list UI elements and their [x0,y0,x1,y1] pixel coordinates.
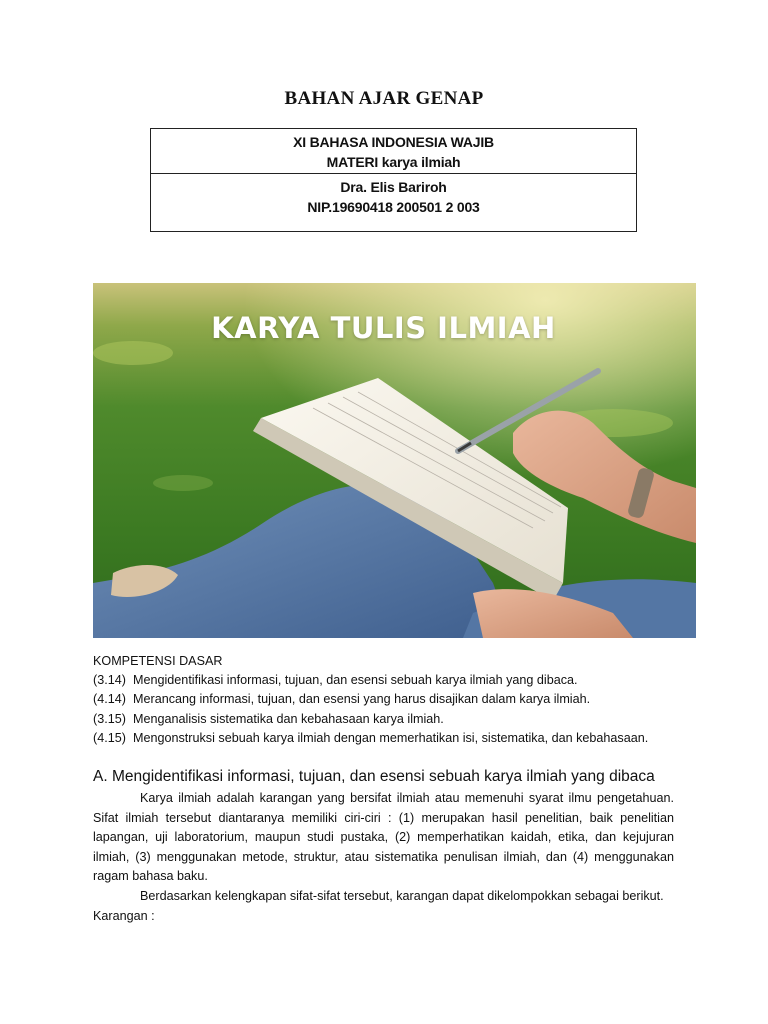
kompetensi-item [93,729,693,748]
kompetensi-code: (4.14) [93,692,126,707]
kompetensi-dasar [93,652,693,748]
kompetensi-text: Mengidentifikasi informasi, tujuan, dan esensi sebuah karya ilmiah yang dibaca. [133,673,578,688]
section-a-body [93,789,674,926]
kompetensi-text: Merancang informasi, tujuan, dan esensi yang harus disajikan dalam karya ilmiah. [133,692,591,707]
hero-image [93,283,696,638]
info-row-subject [151,129,636,174]
kompetensi-item [93,710,693,729]
author-nip: NIP.19690418 200501 2 003 [307,199,480,215]
kompetensi-heading: KOMPETENSI DASAR [93,654,223,668]
hero-caption: KARYA TULIS ILMIAH [211,311,556,345]
info-table [150,128,637,232]
paragraph-grouping: Berdasarkan kelengkapan sifat-sifat tersebut, karangan dapat dikelompokkan sebagai berikut. [140,888,664,903]
kompetensi-code: (3.15) [93,711,126,726]
kompetensi-item [93,690,693,709]
author-name: Dra. Elis Bariroh [340,179,447,195]
subject-name: XI BAHASA INDONESIA WAJIB [293,134,494,150]
paragraph-karangan: Karangan : [93,908,155,923]
material-name: MATERI karya ilmiah [326,154,461,170]
kompetensi-item [93,671,693,690]
section-a-heading: A. Mengidentifikasi informasi, tujuan, dan esensi sebuah karya ilmiah yang dibaca [93,768,655,785]
kompetensi-code: (3.14) [93,673,126,688]
kompetensi-text: Mengonstruksi sebuah karya ilmiah dengan memerhatikan isi, sistematika, dan kebahasaan. [133,730,649,745]
paragraph-definition: Karya ilmiah adalah karangan yang bersifat ilmiah atau memenuhi syarat ilmu pengetahuan. Sifat ilmiah tersebut diantaranya memiliki ciri-ciri : (1) merupakan hasil penelitian, baik penelitian lapangan, uji laboratorium, maupun studi pustaka, (2) memperhatikan kaidah, etika, dan kejujuran ilmiah, (3) menggunakan metode, struktur, atau sistematika penulisan ilmiah, dan (4) menggunakan ragam bahasa baku. [93,791,674,884]
kompetensi-text: Menganalisis sistematika dan kebahasaan karya ilmiah. [133,711,444,726]
document-title: BAHAN AJAR GENAP [284,88,484,109]
kompetensi-code: (4.15) [93,730,126,745]
info-row-author [151,174,636,217]
